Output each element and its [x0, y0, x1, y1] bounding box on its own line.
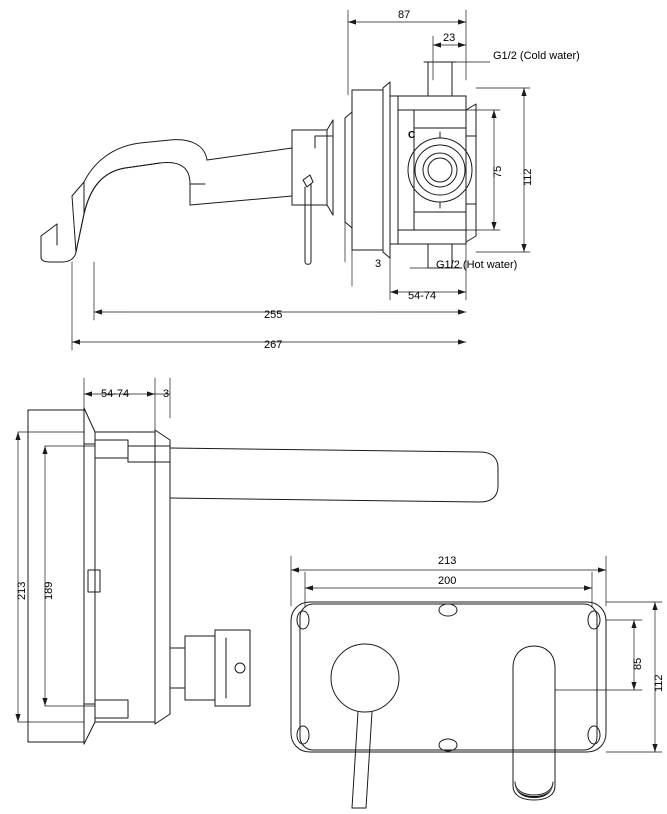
dim-label-75: 75 — [492, 165, 504, 178]
dim-label-189: 189 — [43, 581, 55, 600]
dim-label-200: 200 — [438, 575, 457, 587]
dim-label-213-front: 213 — [438, 555, 457, 567]
dim-label-213-left: 213 — [16, 581, 28, 600]
dim-label-255: 255 — [264, 309, 283, 321]
dim-label-23: 23 — [443, 32, 456, 44]
dim-label-87: 87 — [398, 9, 411, 21]
dim-label-3-top: 3 — [375, 258, 382, 270]
dim-label-54-74-top: 54-74 — [408, 290, 437, 302]
callout-hot-water: G1/2 (Hot water) — [436, 259, 518, 271]
cold-mark-c: C — [408, 130, 416, 141]
dim-label-3-left: 3 — [163, 388, 170, 400]
callout-cold-water: G1/2 (Cold water) — [493, 50, 580, 62]
dim-label-85: 85 — [632, 657, 644, 670]
dim-label-54-74-left: 54-74 — [101, 388, 130, 400]
dim-label-112-front: 112 — [653, 674, 665, 692]
dim-label-112-top: 112 — [522, 168, 534, 186]
dim-label-267: 267 — [264, 339, 283, 351]
